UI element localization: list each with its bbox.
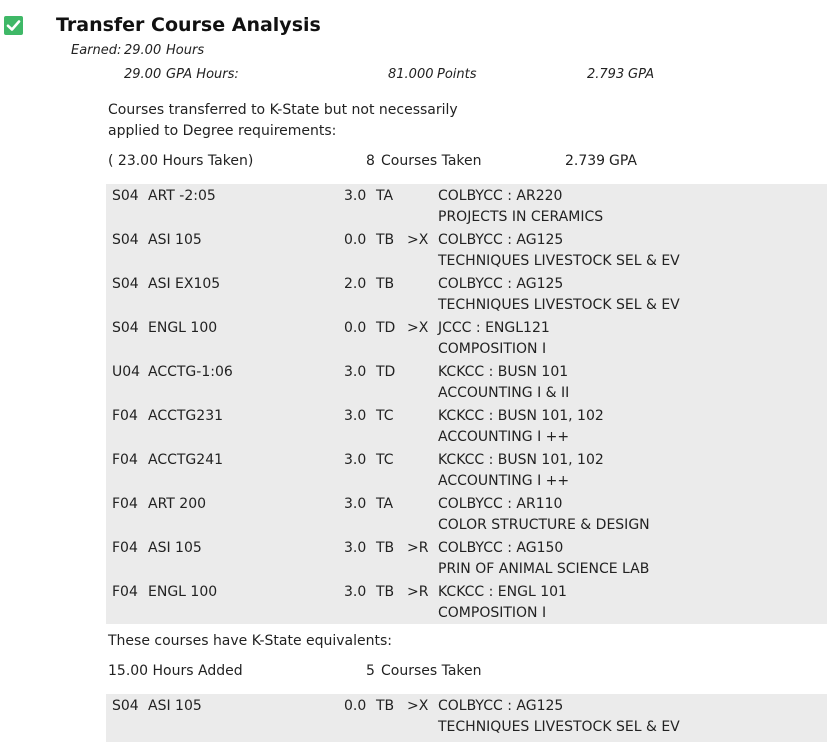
row-course-title: TECHNIQUES LIVESTOCK SEL & EV bbox=[438, 253, 680, 269]
row-grade: TD bbox=[376, 320, 396, 336]
section1-hours-taken: ( 23.00 Hours Taken) bbox=[108, 153, 254, 169]
row-hours: 3.0 bbox=[344, 540, 367, 556]
earned-label: Earned: bbox=[71, 43, 122, 58]
row-hours: 3.0 bbox=[344, 364, 367, 380]
row-hours: 3.0 bbox=[344, 188, 367, 204]
table-row bbox=[106, 694, 827, 738]
checkmark-icon bbox=[4, 16, 23, 35]
row-course: ACCTG-1:06 bbox=[148, 364, 233, 380]
row-course: ASI EX105 bbox=[148, 276, 221, 292]
section1-desc-line2: applied to Degree requirements: bbox=[108, 123, 337, 139]
row-term: S04 bbox=[112, 188, 139, 204]
section1-courses-count: 8 bbox=[366, 153, 375, 169]
row-grade: TB bbox=[376, 698, 395, 714]
table-row bbox=[106, 580, 827, 624]
gpa-hours-label: GPA Hours: bbox=[166, 67, 239, 82]
row-hours: 3.0 bbox=[344, 496, 367, 512]
section1-courses-label: Courses Taken bbox=[381, 153, 482, 169]
table-row bbox=[106, 272, 827, 316]
row-grade: TA bbox=[376, 188, 394, 204]
row-course: ENGL 100 bbox=[148, 320, 218, 336]
equivalent-course-table bbox=[106, 694, 827, 738]
page-title: Transfer Course Analysis bbox=[56, 14, 321, 36]
row-grade: TC bbox=[376, 408, 394, 424]
table-row bbox=[106, 448, 827, 492]
row-flag: >X bbox=[407, 698, 429, 714]
gpa-label: GPA bbox=[628, 67, 655, 82]
row-flag: >R bbox=[407, 584, 429, 600]
row-hours: 3.0 bbox=[344, 452, 367, 468]
row-flag: >R bbox=[407, 540, 429, 556]
section2-courses-label: Courses Taken bbox=[381, 663, 482, 679]
section2-hours-added: 15.00 Hours Added bbox=[108, 663, 243, 679]
row-flag: >X bbox=[407, 320, 429, 336]
row-institution: COLBYCC : AR220 bbox=[438, 188, 563, 204]
row-course-title: PRIN OF ANIMAL SCIENCE LAB bbox=[438, 561, 650, 577]
section1-gpa-label: GPA bbox=[609, 153, 637, 169]
row-course-title: ACCOUNTING I & II bbox=[438, 385, 570, 401]
row-course-title: ACCOUNTING I ++ bbox=[438, 473, 570, 489]
row-flag: >X bbox=[407, 232, 429, 248]
row-term: S04 bbox=[112, 276, 139, 292]
row-grade: TA bbox=[376, 496, 394, 512]
table-row bbox=[106, 228, 827, 272]
table-row bbox=[106, 184, 827, 228]
row-institution: KCKCC : BUSN 101, 102 bbox=[438, 408, 604, 424]
row-institution: COLBYCC : AG125 bbox=[438, 276, 564, 292]
row-grade: TB bbox=[376, 540, 395, 556]
row-grade: TB bbox=[376, 276, 395, 292]
section2-courses-count: 5 bbox=[366, 663, 375, 679]
row-institution: KCKCC : BUSN 101, 102 bbox=[438, 452, 604, 468]
row-term: F04 bbox=[112, 452, 138, 468]
row-course: ART -2:05 bbox=[148, 188, 216, 204]
row-grade: TB bbox=[376, 232, 395, 248]
row-course-title: TECHNIQUES LIVESTOCK SEL & EV bbox=[438, 719, 680, 735]
row-institution: KCKCC : BUSN 101 bbox=[438, 364, 569, 380]
row-term: F04 bbox=[112, 540, 138, 556]
row-hours: 3.0 bbox=[344, 584, 367, 600]
row-institution: COLBYCC : AR110 bbox=[438, 496, 563, 512]
row-course-title: TECHNIQUES LIVESTOCK SEL & EV bbox=[438, 297, 680, 313]
row-course: ASI 105 bbox=[148, 232, 202, 248]
row-institution: KCKCC : ENGL 101 bbox=[438, 584, 567, 600]
transfer-course-table bbox=[106, 184, 827, 624]
section2-desc: These courses have K-State equivalents: bbox=[108, 633, 393, 649]
row-course-title: ACCOUNTING I ++ bbox=[438, 429, 570, 445]
row-course-title: COLOR STRUCTURE & DESIGN bbox=[438, 517, 650, 533]
earned-hours-label: Hours bbox=[166, 43, 205, 58]
row-institution: COLBYCC : AG150 bbox=[438, 540, 564, 556]
row-hours: 0.0 bbox=[344, 698, 367, 714]
row-hours: 2.0 bbox=[344, 276, 367, 292]
row-grade: TD bbox=[376, 364, 396, 380]
row-term: F04 bbox=[112, 496, 138, 512]
points-value: 81.000 bbox=[388, 67, 434, 82]
row-course: ACCTG231 bbox=[148, 408, 224, 424]
gpa-value: 2.793 bbox=[587, 67, 625, 82]
points-label: Points bbox=[437, 67, 477, 82]
row-course: ACCTG241 bbox=[148, 452, 224, 468]
row-institution: JCCC : ENGL121 bbox=[438, 320, 550, 336]
row-course: ENGL 100 bbox=[148, 584, 218, 600]
row-term: F04 bbox=[112, 584, 138, 600]
row-institution: COLBYCC : AG125 bbox=[438, 232, 564, 248]
table-row bbox=[106, 492, 827, 536]
earned-value: 29.00 bbox=[124, 43, 162, 58]
table-row bbox=[106, 360, 827, 404]
row-course: ASI 105 bbox=[148, 698, 202, 714]
row-term: F04 bbox=[112, 408, 138, 424]
row-course: ART 200 bbox=[148, 496, 207, 512]
row-hours: 3.0 bbox=[344, 408, 367, 424]
row-term: S04 bbox=[112, 232, 139, 248]
row-term: S04 bbox=[112, 698, 139, 714]
row-course-title: PROJECTS IN CERAMICS bbox=[438, 209, 604, 225]
section1-gpa-value: 2.739 bbox=[565, 153, 606, 169]
row-term: S04 bbox=[112, 320, 139, 336]
row-institution: COLBYCC : AG125 bbox=[438, 698, 564, 714]
gpa-hours-value: 29.00 bbox=[124, 67, 162, 82]
table-row bbox=[106, 536, 827, 580]
row-hours: 0.0 bbox=[344, 320, 367, 336]
row-hours: 0.0 bbox=[344, 232, 367, 248]
row-grade: TB bbox=[376, 584, 395, 600]
section1-desc-line1: Courses transferred to K-State but not necessarily bbox=[108, 102, 458, 118]
row-course-title: COMPOSITION I bbox=[438, 605, 547, 621]
table-row bbox=[106, 316, 827, 360]
row-term: U04 bbox=[112, 364, 141, 380]
table-row bbox=[106, 404, 827, 448]
row-course: ASI 105 bbox=[148, 540, 202, 556]
row-grade: TC bbox=[376, 452, 394, 468]
row-course-title: COMPOSITION I bbox=[438, 341, 547, 357]
